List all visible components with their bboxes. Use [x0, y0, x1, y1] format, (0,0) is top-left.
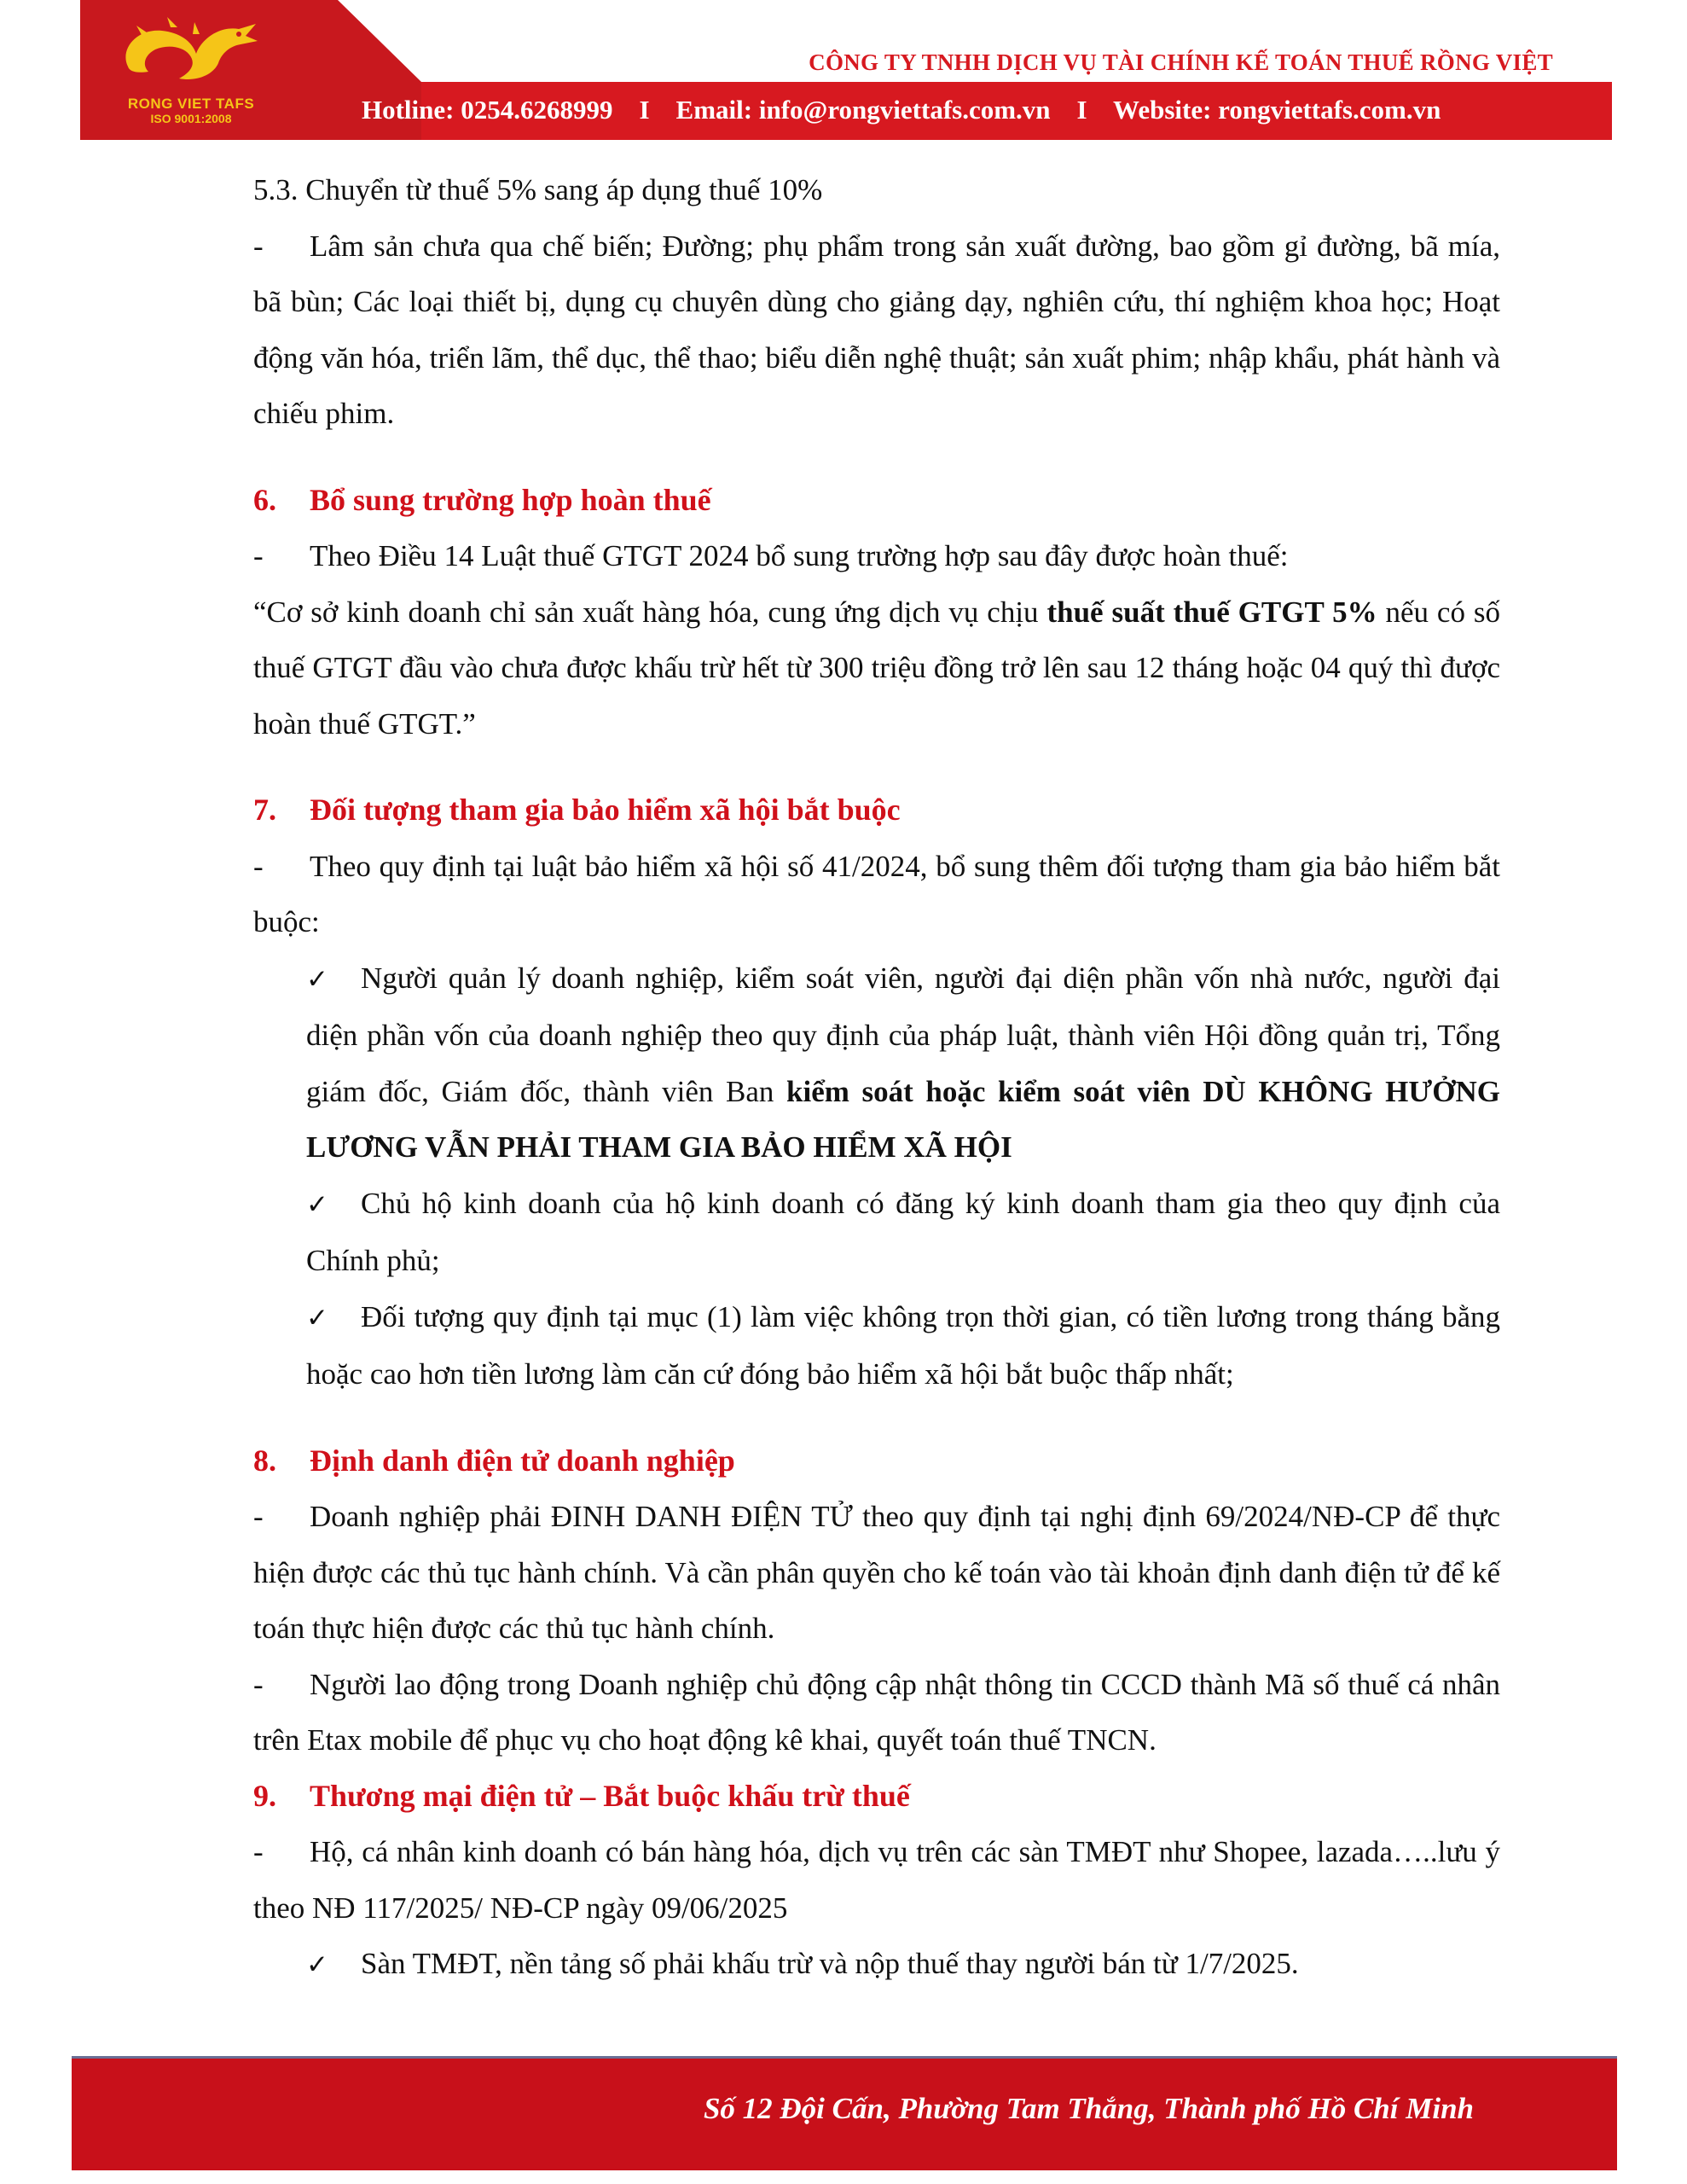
quote-text-end: nếu có số thuế GTGT đầu vào chưa được khấu trừ hết từ 300 triệu đồng trở lên sau 12 tháng hoặc 04 quý thì được hoàn thuế GTGT.”	[253, 595, 1500, 741]
check-item-text: Người quản lý doanh nghiệp, kiểm soát viên, người đại diện phần vốn nhà nước, người đại diện phần vốn của doanh nghiệp theo quy định của pháp luật, thành viên Hội đồng quản trị, Tổng giám đốc, Giám đốc, thành viên Ban	[306, 961, 1500, 1108]
check-icon: ✓	[306, 1302, 328, 1333]
logo-iso-label: ISO 9001:2008	[150, 112, 232, 125]
section-6-heading	[253, 473, 1500, 529]
document-body	[253, 162, 1500, 1994]
section-6-quote	[253, 584, 1500, 752]
section-number: 8.	[253, 1443, 276, 1478]
check-item-emphasis: kiểm soát hoặc kiểm soát viên DÙ KHÔNG HƯỞNG LƯƠNG VẪN PHẢI THAM GIA BẢO HIỂM XÃ HỘI	[306, 1074, 1500, 1164]
check-icon: ✓	[306, 1949, 328, 1980]
section-7-check-item-3	[306, 1289, 1500, 1403]
section-8-item-1	[253, 1489, 1500, 1657]
footer-address: Số 12 Đội Cấn, Phường Tam Thắng, Thành phố Hồ Chí Minh	[703, 2092, 1474, 2125]
section-number: 7.	[253, 793, 276, 827]
section-5-3-text: Lâm sản chưa qua chế biến; Đường; phụ phẩm trong sản xuất đường, bao gồm gỉ đường, bã mía, bã bùn; Các loại thiết bị, dụng cụ chuyên dùng cho giảng dạy, nghiên cứu, thí nghiệm khoa học; Hoạt động văn hóa, triển lãm, thể dục, thể thao; biểu diễn nghệ thuật; sản xuất phim; nhập khẩu, phát hành và chiếu phim.	[253, 229, 1500, 430]
section-9-item	[253, 1824, 1500, 1936]
check-item-text: Chủ hộ kinh doanh của hộ kinh doanh có đăng ký kinh doanh tham gia theo quy định của Chính phủ;	[306, 1186, 1500, 1277]
company-name: CÔNG TY TNHH DỊCH VỤ TÀI CHÍNH KẾ TOÁN THUẾ RỒNG VIỆT	[809, 49, 1553, 75]
check-icon: ✓	[306, 963, 328, 995]
section-5-3-title: 5.3. Chuyển từ thuế 5% sang áp dụng thuế 10%	[253, 173, 823, 206]
dash-bullet: -	[253, 1835, 264, 1868]
check-icon: ✓	[306, 1188, 328, 1220]
section-title: Thương mại điện tử – Bắt buộc khấu trừ thuế	[310, 1778, 910, 1813]
quote-text: “Cơ sở kinh doanh chỉ sản xuất hàng hóa, cung ứng dịch vụ chịu	[253, 595, 1047, 629]
section-6-line: Theo Điều 14 Luật thuế GTGT 2024 bổ sung trường hợp sau đây được hoàn thuế:	[310, 539, 1289, 572]
section-7-line: Theo quy định tại luật bảo hiểm xã hội số 41/2024, bổ sung thêm đối tượng tham gia bảo hiểm bắt buộc:	[253, 849, 1500, 938]
dash-bullet: -	[253, 849, 264, 883]
logo-wordmark: RONG VIET TAFS	[127, 96, 255, 112]
section-5-3-item	[253, 218, 1500, 442]
section-7-item	[253, 839, 1500, 950]
section-8-heading	[253, 1433, 1500, 1490]
dash-bullet: -	[253, 1667, 264, 1701]
section-title: Đối tượng tham gia bảo hiểm xã hội bắt buộc	[310, 793, 901, 827]
section-title: Bổ sung trường hợp hoàn thuế	[310, 482, 711, 517]
section-8-item-2	[253, 1657, 1500, 1769]
section-7-check-item-2	[306, 1176, 1500, 1289]
check-item-text: Sàn TMĐT, nền tảng số phải khấu trừ và nộp thuế thay người bán từ 1/7/2025.	[361, 1947, 1299, 1980]
dragon-logo-icon	[111, 15, 264, 92]
section-7-check-item-1	[306, 950, 1500, 1176]
section-9-line: Hộ, cá nhân kinh doanh có bán hàng hóa, dịch vụ trên các sàn TMĐT như Shopee, lazada…..lưu ý theo NĐ 117/2025/ NĐ-CP ngày 09/06/2025	[253, 1835, 1500, 1925]
section-number: 9.	[253, 1778, 276, 1813]
section-7-heading	[253, 782, 1500, 839]
contact-info: Hotline: 0254.6268999 I Email: info@rongviettafs.com.vn I Website: rongviettafs.com.vn	[362, 95, 1441, 125]
quote-emphasis: thuế suất thuế GTGT 5%	[1046, 595, 1377, 629]
dash-bullet: -	[253, 539, 264, 572]
section-title: Định danh điện tử doanh nghiệp	[310, 1443, 735, 1478]
section-8-line: Người lao động trong Doanh nghiệp chủ động cập nhật thông tin CCCD thành Mã số thuế cá nhân trên Etax mobile để phục vụ cho hoạt động kê khai, quyết toán thuế TNCN.	[253, 1667, 1500, 1757]
section-6-item	[253, 528, 1500, 584]
section-9-heading	[253, 1769, 1500, 1825]
dash-bullet: -	[253, 1500, 264, 1533]
check-item-text: Đối tượng quy định tại mục (1) làm việc không trọn thời gian, có tiền lương trong tháng bằng hoặc cao hơn tiền lương làm căn cứ đóng bảo hiểm xã hội bắt buộc thấp nhất;	[306, 1299, 1500, 1391]
dash-bullet: -	[253, 229, 264, 263]
section-9-check-item-1	[306, 1936, 1500, 1994]
section-8-line: Doanh nghiệp phải ĐINH DANH ĐIỆN TỬ theo quy định tại nghị định 69/2024/NĐ-CP để thực hiện được các thủ tục hành chính. Và cần phân quyền cho kế toán vào tài khoản định danh điện tử để kế toán thực hiện được các thủ tục hành chính.	[253, 1500, 1500, 1645]
section-number: 6.	[253, 482, 276, 517]
